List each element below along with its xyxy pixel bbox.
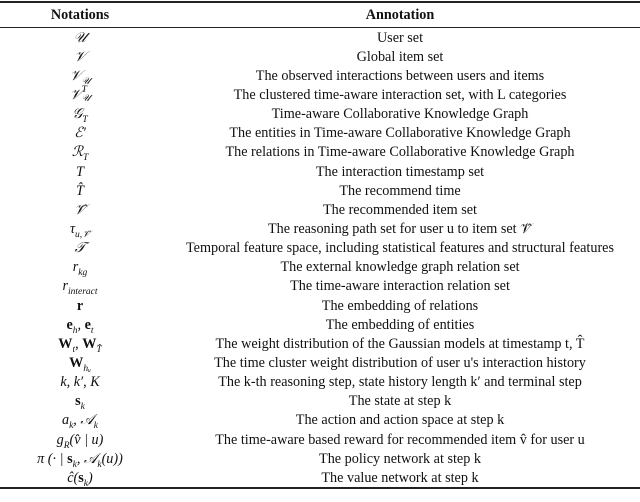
notation-symbol: T̂ [76, 182, 84, 199]
annotation-cell: The reasoning path set for user u to item set 𝒱̂ [268, 220, 532, 237]
annotation-cell: The clustered time-aware interaction set, with L categories [233, 86, 567, 103]
notation-cell [0, 334, 160, 353]
notation-cell [0, 411, 160, 430]
table-row [0, 430, 640, 449]
notation-symbol: (v̂ | u) [69, 431, 104, 448]
notation-symbol: , [73, 412, 81, 429]
notation-symbol: 𝒢$_T$ [72, 106, 88, 125]
table-row [0, 373, 640, 392]
table-row [0, 219, 640, 238]
notation-symbol: $W_{T̂}$ [82, 335, 102, 355]
annotation-cell: The embedding of relations [321, 297, 479, 314]
table-row [0, 258, 640, 277]
header-notations: Notations [0, 2, 160, 28]
table-row [0, 85, 640, 104]
annotation-cell: The time cluster weight distribution of user u's interaction history [214, 354, 586, 371]
notation-symbol: ĉ( [67, 469, 79, 486]
notation-symbol: 𝒱̂ [74, 201, 86, 218]
notation-cell [0, 85, 160, 104]
notation-cell [0, 296, 160, 315]
notation-cell [0, 66, 160, 85]
annotation-cell: The weight distribution of the Gaussian models at timestamp t, T̂ [215, 335, 585, 352]
notation-symbol: $r_{kg}$ [72, 259, 88, 279]
notation-symbol: $s_k$ [78, 469, 89, 489]
annotation-cell: User set [376, 29, 424, 46]
notation-cell [0, 258, 160, 277]
notation-symbol: , [77, 316, 85, 333]
notation-symbol: (u)) [101, 450, 123, 467]
notation-symbol: $\tau_{u,𝒱̂}$ [69, 220, 91, 240]
table-row [0, 66, 640, 85]
notation-symbol: , [76, 450, 84, 467]
notation-symbol: $g_R$ [56, 431, 70, 451]
notation-symbol: 𝒱 T 𝒰 [69, 85, 91, 105]
annotation-cell: The embedding of entities [325, 316, 475, 333]
notation-cell [0, 277, 160, 296]
notation-cell [0, 219, 160, 238]
notation-symbol: T [76, 163, 84, 180]
notation-symbol: ℰ′ [74, 125, 86, 142]
header-annotation: Annotation [160, 2, 640, 28]
notation-cell [0, 47, 160, 66]
annotation-cell: The time-aware based reward for recommended item v̂ for user u [215, 431, 585, 448]
notation-table [0, 1, 640, 489]
notation-symbol: ℛ$_T$ [71, 144, 89, 164]
annotation-cell: The recommend time [339, 182, 461, 199]
table-row [0, 353, 640, 372]
table-row [0, 449, 640, 468]
table-row [0, 124, 640, 143]
notation-symbol: 𝒱$_𝒰$ [69, 67, 91, 87]
annotation-cell: The k-th reasoning step, state history length k′ and terminal step [218, 374, 582, 391]
table-row [0, 468, 640, 488]
notation-cell [0, 239, 160, 258]
notation-symbol: $W_{hᵤ}$ [69, 354, 91, 374]
notation-cell [0, 315, 160, 334]
notation-symbol: k, k′, K [60, 374, 100, 391]
notation-cell [0, 373, 160, 392]
notation-cell [0, 353, 160, 372]
notation-symbol: , [75, 335, 83, 352]
table-body [0, 28, 640, 489]
notation-symbol: $s_k$ [75, 393, 85, 413]
notation-cell [0, 392, 160, 411]
table-row [0, 334, 640, 353]
notation-cell [0, 162, 160, 181]
annotation-cell: The relations in Time-aware Collaborative Knowledge Graph [225, 144, 575, 161]
notation-symbol: 𝒯 [74, 240, 86, 257]
table-row [0, 277, 640, 296]
table-row [0, 143, 640, 162]
table-row [0, 296, 640, 315]
table-row [0, 392, 640, 411]
annotation-cell: The entities in Time-aware Collaborative Knowledge Graph [229, 125, 571, 142]
table-row [0, 315, 640, 334]
notation-symbol: π (· | [37, 450, 68, 467]
notation-cell [0, 28, 160, 48]
notation-cell [0, 449, 160, 468]
annotation-cell: The recommended item set [322, 201, 478, 218]
notation-cell [0, 124, 160, 143]
notation-symbol: $e_h$ [66, 316, 78, 336]
notation-cell [0, 468, 160, 488]
notation-symbol: $e_t$ [84, 316, 94, 336]
notation-symbol: $W_t$ [58, 335, 76, 355]
table-row [0, 162, 640, 181]
annotation-cell: The action and action space at step k [295, 412, 505, 429]
annotation-cell: The state at step k [348, 393, 452, 410]
table-row [0, 47, 640, 66]
notation-cell [0, 181, 160, 200]
annotation-cell: Time-aware Collaborative Knowledge Graph [271, 106, 529, 123]
notation-symbol: 𝒜$_k$ [80, 412, 99, 432]
notation-symbol: ) [88, 469, 93, 486]
notation-cell [0, 143, 160, 162]
annotation-cell: The interaction timestamp set [315, 163, 485, 180]
notation-symbol: $r_{interact}$ [62, 278, 98, 298]
table-header-row [0, 2, 640, 28]
annotation-cell: The external knowledge graph relation set [280, 259, 520, 276]
annotation-cell: The value network at step k [160, 468, 640, 488]
notation-symbol: 𝒜$_k$ [83, 450, 102, 470]
table-row [0, 105, 640, 124]
notation-cell [0, 200, 160, 219]
table-row [0, 181, 640, 200]
annotation-cell: The policy network at step k [319, 450, 481, 467]
table-row [0, 200, 640, 219]
table-row [0, 411, 640, 430]
notation-symbol: $a_k$ [61, 412, 74, 432]
table-row [0, 28, 640, 48]
annotation-cell: The time-aware interaction relation set [290, 278, 510, 295]
notation-symbol: r [76, 297, 84, 314]
notation-cell [0, 105, 160, 124]
notation-symbol: 𝒱 [74, 48, 86, 65]
annotation-cell: Global item set [356, 48, 444, 65]
table-row [0, 239, 640, 258]
notation-cell [0, 430, 160, 449]
notation-symbol: $s_k$ [67, 450, 77, 470]
annotation-cell: Temporal feature space, including statistical features and structural features [186, 240, 614, 257]
notation-symbol: 𝒰 [73, 29, 87, 46]
annotation-cell: The observed interactions between users and items [255, 67, 545, 84]
